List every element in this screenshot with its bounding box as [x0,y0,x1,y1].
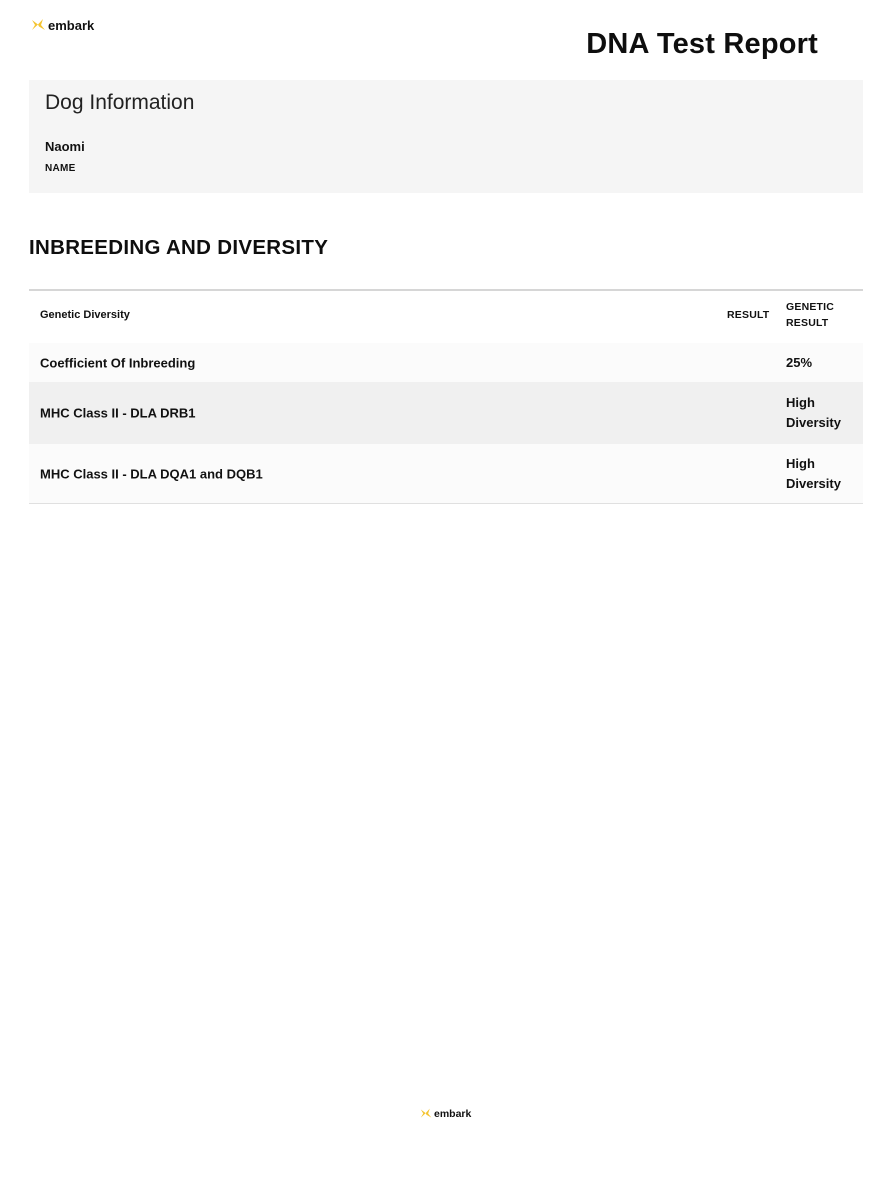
row-name: MHC Class II - DLA DQA1 and DQB1 [40,466,263,481]
footer-embark-logo [420,1107,471,1120]
report-title: DNA Test Report [586,28,818,60]
dog-name-value: Naomi [45,139,85,154]
column-header-result: RESULT [727,309,770,321]
embark-star-icon [420,1107,433,1120]
dog-information-heading: Dog Information [45,91,195,114]
table-header-row [29,291,863,343]
column-header-genetic-result: GENETIC RESULT [786,301,835,329]
section-title: INBREEDING AND DIVERSITY [29,236,329,259]
genetic-diversity-table [29,289,863,504]
row-genetic-result: High Diversity [786,455,841,491]
embark-star-icon [31,17,47,33]
table-row [29,343,863,382]
dog-name-label: NAME [45,163,76,174]
embark-logo-text: embark [48,17,95,33]
footer-logo-text: embark [434,1107,472,1120]
row-genetic-result: 25% [786,354,813,370]
row-name: MHC Class II - DLA DRB1 [40,405,196,421]
embark-logo [31,17,94,33]
dog-information-panel [29,80,863,193]
row-name: Coefficient Of Inbreeding [40,355,196,370]
table-row [29,444,863,503]
column-header-genetic-diversity: Genetic Diversity [40,309,130,321]
row-genetic-result: High Diversity [786,395,841,430]
table-row [29,382,863,444]
